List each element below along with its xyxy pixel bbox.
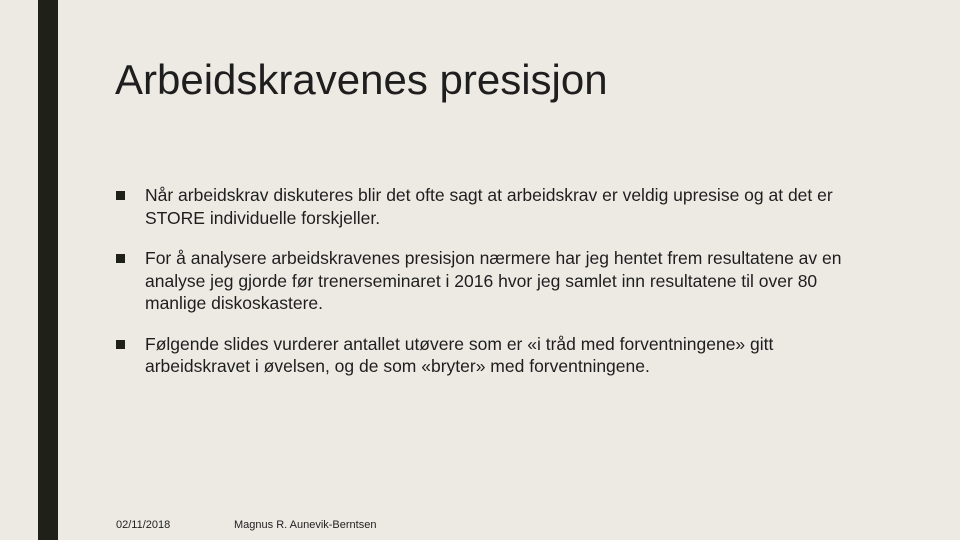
- bullet-item: [115, 184, 875, 229]
- bullet-text: For å analysere arbeidskravenes presisjon nærmere har jeg hentet frem resultatene av en analyse jeg gjorde før trenerseminaret i 2016 hvor jeg samlet inn resultatene til over 80 manlige diskoskastere.: [145, 248, 842, 313]
- accent-bar: [38, 0, 58, 540]
- square-bullet-icon: [116, 340, 125, 349]
- square-bullet-icon: [116, 191, 125, 200]
- footer-date: 02/11/2018: [116, 519, 171, 531]
- footer-author: Magnus R. Aunevik-Berntsen: [234, 519, 377, 531]
- square-bullet-icon: [116, 254, 125, 263]
- bullet-item: [115, 333, 875, 378]
- bullet-text: Når arbeidskrav diskuteres blir det ofte sagt at arbeidskrav er veldig upresise og at det er STORE individuelle forskjeller.: [145, 185, 833, 228]
- bullet-item: [115, 247, 875, 315]
- slide-title: Arbeidskravenes presisjon: [115, 56, 608, 103]
- bullet-text: Følgende slides vurderer antallet utøvere som er «i tråd med forventningene» gitt arbeidskravet i øvelsen, og de som «bryter» med forventningene.: [145, 333, 774, 376]
- bullet-list: [115, 184, 875, 396]
